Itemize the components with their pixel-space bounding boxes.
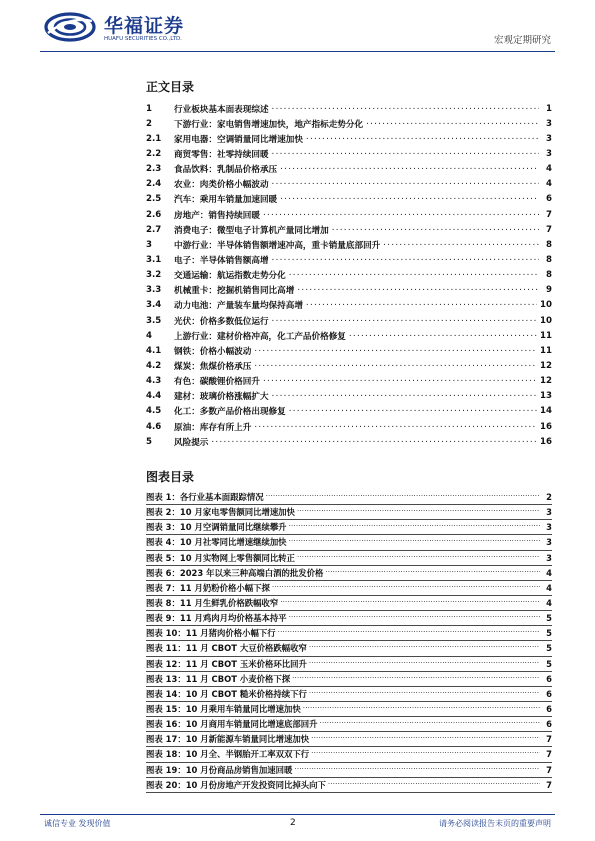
toc-entry-page: 8 [546,270,552,281]
toc-leader-dots [272,104,539,114]
huafu-logo-icon [44,12,96,42]
brand-english-name: HUAFU SECURITIES CO.,LTD. [104,36,182,42]
figures-heading: 图表目录 [146,470,195,484]
page-number: 2 [290,818,296,828]
toc-entry-number: 2.4 [146,179,162,190]
figure-entry-page: 3 [546,537,552,548]
figure-entry[interactable] [146,490,552,505]
toc-entry-number: 2.3 [146,164,162,175]
toc-entry-title: 行业板块基本面表现综述 [174,104,269,115]
toc-entry[interactable] [146,252,552,267]
toc-leader-dots [280,164,539,174]
figure-leader-dots [289,613,540,623]
toc-entry[interactable] [146,162,552,177]
toc-entry-page: 16 [540,421,552,432]
toc-leader-dots [272,391,537,401]
figure-entry-page: 5 [546,628,552,639]
figure-entry-page: 3 [546,552,552,563]
figure-entry-title: 图表 1：各行业基本面跟踪情况 [146,492,264,503]
toc-entry-page: 10 [540,300,552,311]
toc-entry-page: 8 [546,254,552,265]
toc-entry[interactable] [146,207,552,222]
figure-entry-title: 图表 14：10 月 CBOT 糙米价格持续下行 [146,688,307,699]
toc-entry-title: 上游行业：建材价格冲高，化工产品价格修复 [174,331,346,342]
figure-entry-page: 3 [546,522,552,533]
toc-leader-dots [272,179,539,189]
toc-leader-dots [254,346,537,356]
figure-leader-dots [328,780,540,790]
toc-entry-page: 3 [546,118,552,129]
toc-entry-number: 4.3 [146,376,162,387]
figure-entry-page: 5 [546,613,552,624]
figure-entry-page: 2 [546,492,552,503]
figure-entry-title: 图表 20：10 月份房地产开发投资同比掉头向下 [146,779,326,790]
figure-entry[interactable] [146,732,552,747]
toc-entry-page: 6 [546,194,552,205]
toc-entry-title: 下游行业：家电销售增速加快，地产指标走势分化 [174,119,364,130]
toc-entry-title: 机械重卡：挖掘机销售同比高增 [174,286,295,297]
figure-entry[interactable] [146,657,552,672]
toc-leader-dots [272,255,539,265]
toc-entry[interactable] [146,298,552,313]
figure-leader-dots [309,643,540,653]
figure-entry-title: 图表 5：10 月实物网上零售额同比转正 [146,552,295,563]
figure-entry[interactable] [146,763,552,778]
figure-entry-page: 7 [546,749,552,760]
figure-entry[interactable] [146,626,552,641]
figure-leader-dots [309,689,540,699]
figure-entry-page: 4 [546,582,552,593]
toc-entry-page: 3 [546,133,552,144]
toc-entry-page: 14 [540,406,552,417]
figure-entry-page: 4 [546,567,552,578]
toc-entry-title: 房地产：销售持续回暖 [174,210,260,221]
figure-entry-title: 图表 19：10 月份商品房销售加速回暖 [146,764,293,775]
toc-entry-title: 交通运输：航运指数走势分化 [174,271,286,282]
footer-slogan: 诚信专业 发现价值 [44,819,111,828]
toc-leader-dots [272,316,537,326]
figure-entry[interactable] [146,778,552,793]
figure-entry[interactable] [146,551,552,566]
toc-entry-number: 2.5 [146,194,162,205]
figure-entry-title: 图表 7：11 月奶粉价格小幅下探 [146,582,270,593]
toc-entry[interactable] [146,131,552,146]
toc-entry-number: 2 [146,118,152,129]
figure-leader-dots [303,704,540,714]
toc-entry-title: 家用电器：空调销量同比增速加快 [174,134,303,145]
toc-entry-page: 10 [540,315,552,326]
toc-entry-page: 4 [546,179,552,190]
toc-entry[interactable] [146,192,552,207]
toc-leader-dots [366,119,539,129]
figure-entry[interactable] [146,641,552,656]
figure-leader-dots [320,719,540,729]
toc-heading: 正文目录 [146,80,195,94]
toc-entry-number: 4.6 [146,421,162,432]
toc-entry[interactable] [146,177,552,192]
figure-entry[interactable] [146,611,552,626]
figure-leader-dots [311,749,540,759]
figure-entry[interactable] [146,747,552,762]
figure-entry[interactable] [146,596,552,611]
toc-entry[interactable] [146,237,552,252]
toc-entry-number: 3.2 [146,270,162,281]
toc-leader-dots [306,300,537,310]
toc-entry-title: 风险提示 [174,437,209,448]
figure-leader-dots [309,659,540,669]
toc-entry[interactable] [146,434,552,449]
toc-entry-title: 中游行业：半导体销售额增速冲高，重卡销量底部回升 [174,240,381,251]
toc-leader-dots [297,285,539,295]
figure-entry-page: 6 [546,704,552,715]
toc-entry[interactable] [146,101,552,116]
toc-entry[interactable] [146,419,552,434]
toc-entry[interactable] [146,328,552,343]
toc-entry-number: 4.4 [146,391,162,402]
figure-entry[interactable] [146,566,552,581]
figure-leader-dots [297,553,540,563]
toc-entry[interactable] [146,268,552,283]
toc-entry-page: 4 [546,164,552,175]
toc-entry-number: 5 [146,436,152,447]
toc-entry-number: 3 [146,239,152,250]
toc-entry-number: 4 [146,330,152,341]
toc-entry-page: 12 [540,376,552,387]
toc-entry-title: 钢铁：价格小幅波动 [174,346,252,357]
figure-entry-page: 7 [546,779,552,790]
figure-entry-page: 4 [546,598,552,609]
figure-entry-title: 图表 16：10 月商用车销量同比增速底部回升 [146,719,318,730]
figure-leader-dots [297,507,540,517]
figure-entry[interactable] [146,702,552,717]
figure-entry[interactable] [146,717,552,732]
figure-entry-title: 图表 3：10 月空调销量同比继续攀升 [146,522,287,533]
toc-entry-title: 消费电子：微型电子计算机产量同比增加 [174,225,329,236]
toc-entry-title: 光伏：价格多数低位运行 [174,316,269,327]
header-divider [40,51,555,52]
figure-entry-page: 5 [546,658,552,669]
toc-leader-dots [332,225,539,235]
figure-entry[interactable] [146,581,552,596]
toc-entry-page: 12 [540,360,552,371]
figure-entry-title: 图表 10：11 月猪肉价格小幅下行 [146,628,276,639]
figure-leader-dots [272,583,540,593]
page-header [0,0,595,56]
toc-entry-page: 16 [540,436,552,447]
figure-entry-page: 5 [546,643,552,654]
figure-entry-title: 图表 18：10 月全、半钢胎开工率双双下行 [146,749,310,760]
toc-entry-number: 1 [146,103,152,114]
figure-entry-title: 图表 11：11 月 CBOT 大豆价格跌幅收窄 [146,643,307,654]
toc-leader-dots [280,194,539,204]
figure-entry-title: 图表 6：2023 年以来三种高端白酒的批发价格 [146,567,324,578]
figure-leader-dots [325,568,540,578]
brand-name: 华福证券 [104,15,185,37]
toc-entry[interactable] [146,313,552,328]
toc-entry-number: 4.5 [146,406,162,417]
figure-leader-dots [289,522,540,532]
toc-entry-title: 汽车：乘用车销量加速回暖 [174,195,278,206]
report-type: 宏观定期研究 [493,35,551,46]
toc-entry[interactable] [146,343,552,358]
figure-entry[interactable] [146,535,552,550]
toc-entry-title: 电子：半导体销售额高增 [174,255,269,266]
toc-entry-number: 3.5 [146,315,162,326]
figure-entry-page: 3 [546,507,552,518]
toc-entry-title: 农业：肉类价格小幅波动 [174,180,269,191]
toc-entry-number: 2.2 [146,148,162,159]
toc-entry[interactable] [146,283,552,298]
toc-entry[interactable] [146,389,552,404]
toc-entry-title: 动力电池：产量装车量均保持高增 [174,301,303,312]
toc-entry-page: 13 [540,391,552,402]
figure-entry-title: 图表 15：10 月乘用车销量同比增速加快 [146,704,301,715]
figure-leader-dots [289,537,540,547]
toc-leader-dots [289,406,537,416]
figure-leader-dots [292,674,540,684]
figure-leader-dots [280,598,540,608]
toc-leader-dots [211,437,537,447]
figure-entry-title: 图表 9：11 月鸡肉月均价格基本持平 [146,613,287,624]
toc-leader-dots [349,331,537,341]
figure-leader-dots [266,492,540,502]
toc-leader-dots [272,149,539,159]
toc-entry[interactable] [146,374,552,389]
toc-leader-dots [289,270,539,280]
figure-entry-title: 图表 2：10 月家电零售额同比增速加快 [146,507,295,518]
toc-entry-page: 1 [546,103,552,114]
toc-entry-page: 9 [546,285,552,296]
toc-entry-title: 煤炭：焦煤价格承压 [174,361,252,372]
figure-entry-page: 6 [546,673,552,684]
figure-entry-page: 7 [546,764,552,775]
figure-entry[interactable] [146,520,552,535]
toc-entry-number: 3.3 [146,285,162,296]
toc-leader-dots [306,134,539,144]
toc-entry-page: 11 [540,330,552,341]
toc-entry-title: 商贸零售：社零持续回暖 [174,149,269,160]
figure-entry[interactable] [146,687,552,702]
toc-entry-page: 7 [546,224,552,235]
figure-entry-title: 图表 17：10 月新能源车销量同比增速加快 [146,734,310,745]
figure-entry-title: 图表 13：11 月 CBOT 小麦价格下探 [146,673,291,684]
table-of-contents [146,101,552,449]
toc-leader-dots [254,422,537,432]
figure-entry-page: 6 [546,688,552,699]
toc-entry-number: 2.1 [146,133,162,144]
toc-leader-dots [263,376,537,386]
toc-entry-number: 3.1 [146,254,162,265]
toc-entry-number: 3.4 [146,300,162,311]
figure-entry-title: 图表 8：11 月生鲜乳价格跌幅收窄 [146,598,279,609]
toc-entry[interactable] [146,222,552,237]
footer-disclaimer: 请务必阅读报告末页的重要声明 [439,819,551,828]
toc-entry-number: 4.1 [146,345,162,356]
toc-entry-title: 原油：库存有所上升 [174,422,252,433]
toc-entry-number: 2.6 [146,209,162,220]
figure-entry-title: 图表 12：11 月 CBOT 玉米价格环比回升 [146,658,307,669]
footer-divider [40,814,555,815]
toc-entry-title: 食品饮料：乳制品价格承压 [174,165,278,176]
figure-entry-page: 7 [546,734,552,745]
toc-entry[interactable] [146,146,552,161]
figure-entry-page: 6 [546,719,552,730]
toc-entry[interactable] [146,358,552,373]
toc-leader-dots [263,210,539,220]
figure-leader-dots [294,765,540,775]
figure-leader-dots [278,628,540,638]
toc-entry-number: 4.2 [146,360,162,371]
toc-entry[interactable] [146,116,552,131]
toc-entry-title: 建材：玻璃价格涨幅扩大 [174,392,269,403]
toc-leader-dots [254,361,537,371]
toc-entry-number: 2.7 [146,224,162,235]
toc-entry-title: 有色：碳酸锂价格回升 [174,377,260,388]
toc-entry-page: 7 [546,209,552,220]
toc-entry[interactable] [146,404,552,419]
figure-leader-dots [311,734,540,744]
toc-entry-title: 化工：多数产品价格出现修复 [174,407,286,418]
list-of-figures [146,490,552,793]
toc-leader-dots [383,240,539,250]
figure-entry[interactable] [146,505,552,520]
figure-entry-title: 图表 4：10 月社零同比增速继续加快 [146,537,287,548]
toc-entry-page: 8 [546,239,552,250]
figure-entry[interactable] [146,672,552,687]
toc-entry-page: 3 [546,148,552,159]
toc-entry-page: 11 [540,345,552,356]
